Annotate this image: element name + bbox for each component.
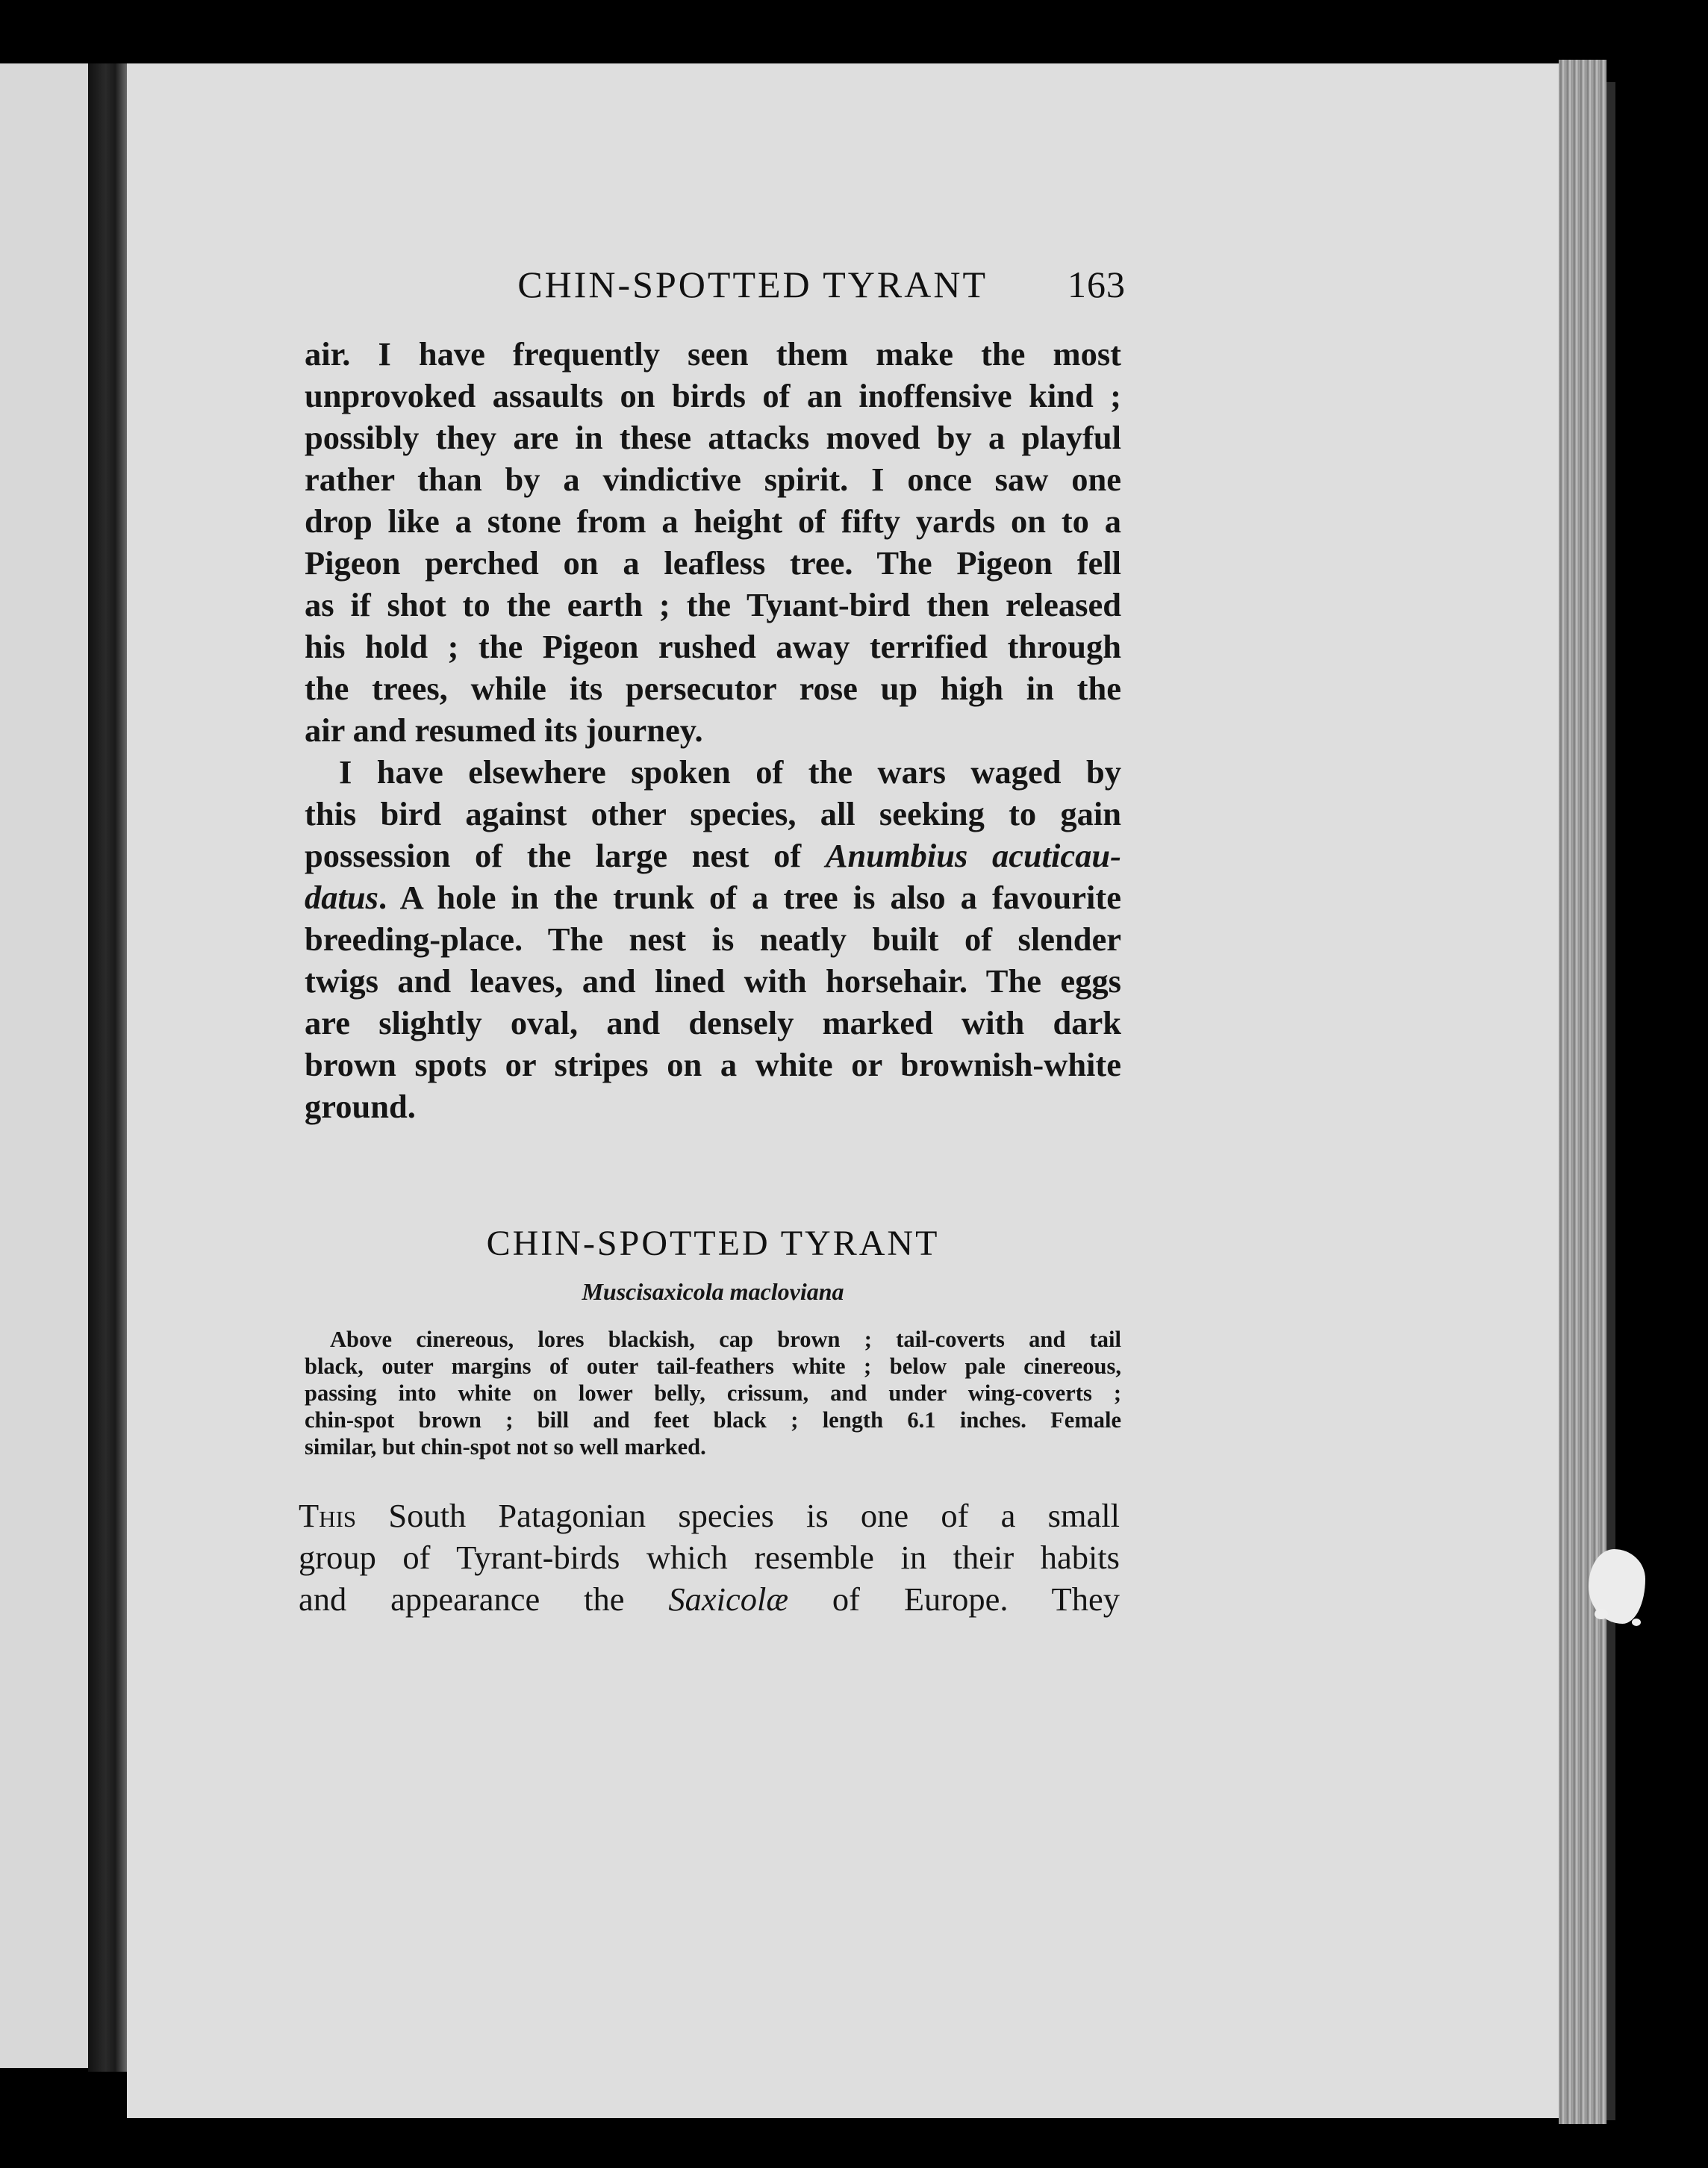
text-run: . A hole in the trunk of a tree is also a favourite xyxy=(378,879,1121,916)
page-header xyxy=(305,263,1126,315)
text-line: unprovoked assaults on birds of an inoffensive kind ; xyxy=(305,377,1121,414)
paper-speck xyxy=(1632,1619,1641,1626)
scientific-name: Muscisaxicola macloviana xyxy=(582,1278,844,1305)
text-line: possibly they are in these attacks moved by a playful xyxy=(305,419,1121,456)
italic-species-name: Anumbius acuticau- xyxy=(825,837,1121,874)
text-run: South Patagonian species is one of a small xyxy=(356,1497,1120,1534)
species-description xyxy=(305,1326,1121,1460)
text-line: rather than by a vindictive spirit. I once saw one xyxy=(305,461,1121,498)
running-title: CHIN-SPOTTED TYRANT xyxy=(517,264,988,305)
text-line: group of Tyrant-birds which resemble in their habits xyxy=(299,1539,1120,1576)
body-paragraph-1 xyxy=(305,333,1121,751)
text-line: twigs and leaves, and lined with horsehair. The eggs xyxy=(305,962,1121,1000)
text-line xyxy=(299,1578,1120,1620)
text-line: Pigeon perched on a leafless tree. The Pigeon fell xyxy=(305,544,1121,582)
text-run: possession of the large nest of xyxy=(305,837,826,874)
page-stack-edge xyxy=(1559,60,1606,2124)
text-line: black, outer margins of outer tail-feathers white ; below pale cinereous, xyxy=(305,1354,1121,1379)
text-run: and appearance the xyxy=(299,1580,669,1618)
text-line: Above cinereous, lores blackish, cap brown ; tail-coverts and tail xyxy=(330,1327,1121,1352)
text-line: I have elsewhere spoken of the wars waged by xyxy=(339,753,1121,791)
book-gutter xyxy=(88,63,127,2072)
small-caps-lead: This xyxy=(299,1497,357,1534)
text-line xyxy=(305,835,1121,876)
page-number: 163 xyxy=(1068,264,1126,305)
text-line: brown spots or stripes on a white or brownish-white xyxy=(305,1046,1121,1083)
body-paragraph-3 xyxy=(299,1495,1120,1620)
text-line: ground. xyxy=(305,1088,416,1125)
text-line: air and resumed its journey. xyxy=(305,711,703,749)
page-stack-shadow xyxy=(1606,82,1615,2120)
text-line: chin-spot brown ; bill and feet black ; length 6.1 inches. Female xyxy=(305,1407,1121,1433)
text-line xyxy=(305,876,1121,918)
text-line: are slightly oval, and densely marked with dark xyxy=(305,1004,1121,1041)
section-title: CHIN-SPOTTED TYRANT xyxy=(486,1224,940,1263)
italic-genus-name: Saxicolæ xyxy=(668,1580,789,1618)
text-line: air. I have frequently seen them make the most xyxy=(305,335,1121,373)
body-paragraph-2 xyxy=(305,751,1121,1127)
text-line: as if shot to the earth ; the Tyıant-bird then released xyxy=(305,586,1121,623)
italic-species-name: datus xyxy=(305,879,378,916)
paper-speck xyxy=(1595,1609,1608,1619)
text-line: similar, but chin-spot not so well marked. xyxy=(305,1434,706,1460)
text-line: breeding-place. The nest is neatly built of slender xyxy=(305,921,1121,958)
facing-page-edge xyxy=(0,63,97,2068)
text-run: of Europe. They xyxy=(788,1580,1120,1618)
text-line xyxy=(299,1495,1120,1536)
text-line: this bird against other species, all seeking to gain xyxy=(305,795,1121,832)
text-line: passing into white on lower belly, crissum, and under wing-coverts ; xyxy=(305,1380,1121,1406)
text-line: drop like a stone from a height of fifty yards on to a xyxy=(305,502,1121,540)
text-line: the trees, while its persecutor rose up high in the xyxy=(305,670,1121,707)
text-line: his hold ; the Pigeon rushed away terrified through xyxy=(305,628,1121,665)
